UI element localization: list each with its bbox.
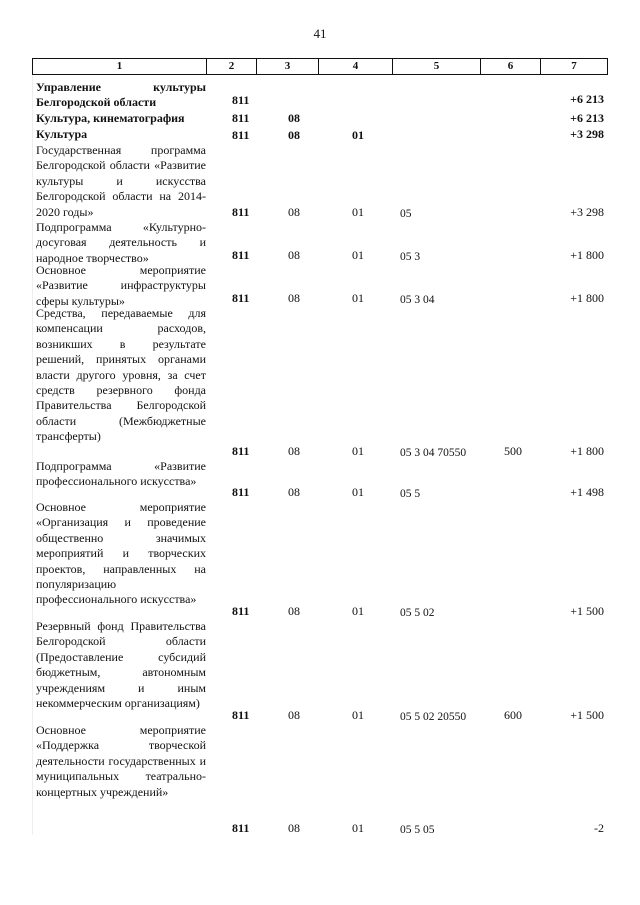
row-cell-c4: 01	[352, 291, 364, 305]
header-col-5: 5	[393, 59, 481, 74]
row-cell-c2: 811	[232, 604, 250, 618]
row-cell-c4: 01	[352, 205, 364, 219]
table-row	[32, 143, 608, 220]
row-cell-c2: 811	[232, 821, 250, 835]
row-cell-c2: 811	[232, 248, 250, 262]
row-cell-c4: 01	[352, 708, 364, 722]
row-cell-c4: 01	[352, 444, 364, 458]
row-cell-c5: 05 3 04 70550	[400, 447, 467, 459]
row-cell-c3: 08	[288, 821, 300, 835]
row-cell-c7: -2	[594, 821, 604, 835]
row-cell-c7: +3 298	[570, 127, 604, 141]
row-description: Средства, передаваемые для компенсации расходов, возникших в результате решений, принятых органами власти другого уровня, за счет средств резервного фонда Правительства Белгородской области (Межбюджетные трансферты)	[36, 306, 206, 444]
row-cell-c3: 08	[288, 708, 300, 722]
row-cell-c4: 01	[352, 604, 364, 618]
row-cell-c2: 811	[232, 444, 250, 458]
header-col-2: 2	[207, 59, 257, 74]
row-cell-c4: 01	[352, 128, 364, 142]
row-cell-c3: 08	[288, 291, 300, 305]
table-row	[32, 619, 608, 723]
row-description: Государственная программа Белгородской области «Развитие культуры и искусства Белгородской области на 2014-2020 годы»	[36, 143, 206, 219]
table-row	[32, 500, 608, 619]
row-cell-c5: 05 5 02	[400, 607, 435, 619]
row-cell-c3: 08	[288, 444, 300, 458]
row-cell-c7: +1 500	[570, 708, 604, 722]
row-description: Основное мероприятие «Поддержка творческой деятельности государственных и муниципальных театрально-концертных учреждений»	[36, 723, 206, 799]
row-cell-c7: +1 800	[570, 444, 604, 458]
table-row	[32, 459, 608, 500]
row-cell-c3: 08	[288, 248, 300, 262]
row-cell-c5: 05 3	[400, 251, 421, 263]
row-cell-c6: 600	[504, 708, 522, 722]
header-col-7: 7	[571, 60, 577, 72]
row-description: Культура	[36, 127, 88, 141]
table-row	[32, 306, 608, 459]
row-cell-c4: 01	[352, 248, 364, 262]
row-cell-c3: 08	[288, 128, 300, 142]
table-row	[32, 80, 608, 108]
header-col-6: 6	[481, 59, 541, 74]
row-cell-c7: +1 498	[570, 485, 604, 499]
table-row	[32, 220, 608, 263]
row-cell-c3: 08	[288, 604, 300, 618]
row-cell-c3: 08	[288, 205, 300, 219]
header-col-4: 4	[319, 59, 393, 74]
row-cell-c5: 05 5	[400, 488, 421, 500]
row-cell-c2: 811	[232, 111, 250, 125]
row-cell-c7: +3 298	[570, 205, 604, 219]
row-description: Основное мероприятие «Развитие инфраструктуры сферы культуры»	[36, 263, 206, 308]
row-cell-c6: 500	[504, 444, 522, 458]
row-cell-c3: 08	[288, 111, 300, 125]
row-description: Подпрограмма «Культурно-досуговая деятельность и народное творчество»	[36, 220, 206, 265]
row-description: Управление культуры Белгородской области	[36, 80, 206, 110]
row-cell-c2: 811	[232, 205, 250, 219]
row-cell-c3: 08	[288, 485, 300, 499]
row-description: Резервный фонд Правительства Белгородской области (Предоставление субсидий бюджетным, автономным учреждениям и иным некоммерческим организациям)	[36, 619, 206, 711]
row-cell-c7: +1 800	[570, 248, 604, 262]
row-cell-c5: 05 3 04	[400, 294, 435, 306]
row-cell-c7: +1 800	[570, 291, 604, 305]
header-col-3: 3	[257, 59, 319, 74]
row-cell-c7: +6 213	[570, 111, 604, 125]
row-cell-c2: 811	[232, 93, 250, 107]
row-cell-c4: 01	[352, 821, 364, 835]
table-row	[32, 723, 608, 836]
table-row	[32, 263, 608, 306]
row-cell-c2: 811	[232, 291, 250, 305]
row-cell-c5: 05	[400, 208, 412, 220]
table-row	[32, 127, 608, 143]
row-cell-c2: 811	[232, 485, 250, 499]
row-cell-c7: +1 500	[570, 604, 604, 618]
row-cell-c2: 811	[232, 708, 250, 722]
row-cell-c4: 01	[352, 485, 364, 499]
row-cell-c5: 05 5 05	[400, 824, 435, 836]
row-cell-c5: 05 5 02 20550	[400, 711, 467, 723]
row-cell-c2: 811	[232, 128, 250, 142]
row-description: Подпрограмма «Развитие профессионального искусства»	[36, 459, 206, 489]
page-number: 41	[313, 26, 327, 41]
table-row	[32, 111, 608, 126]
row-description: Культура, кинематография	[36, 111, 185, 125]
header-col-1: 1	[33, 59, 207, 74]
table-header	[32, 58, 608, 75]
row-cell-c7: +6 213	[570, 92, 604, 106]
row-description: Основное мероприятие «Организация и проведение общественно значимых мероприятий и творческих проектов, направленных на популяризацию профессионального искусства»	[36, 500, 206, 607]
